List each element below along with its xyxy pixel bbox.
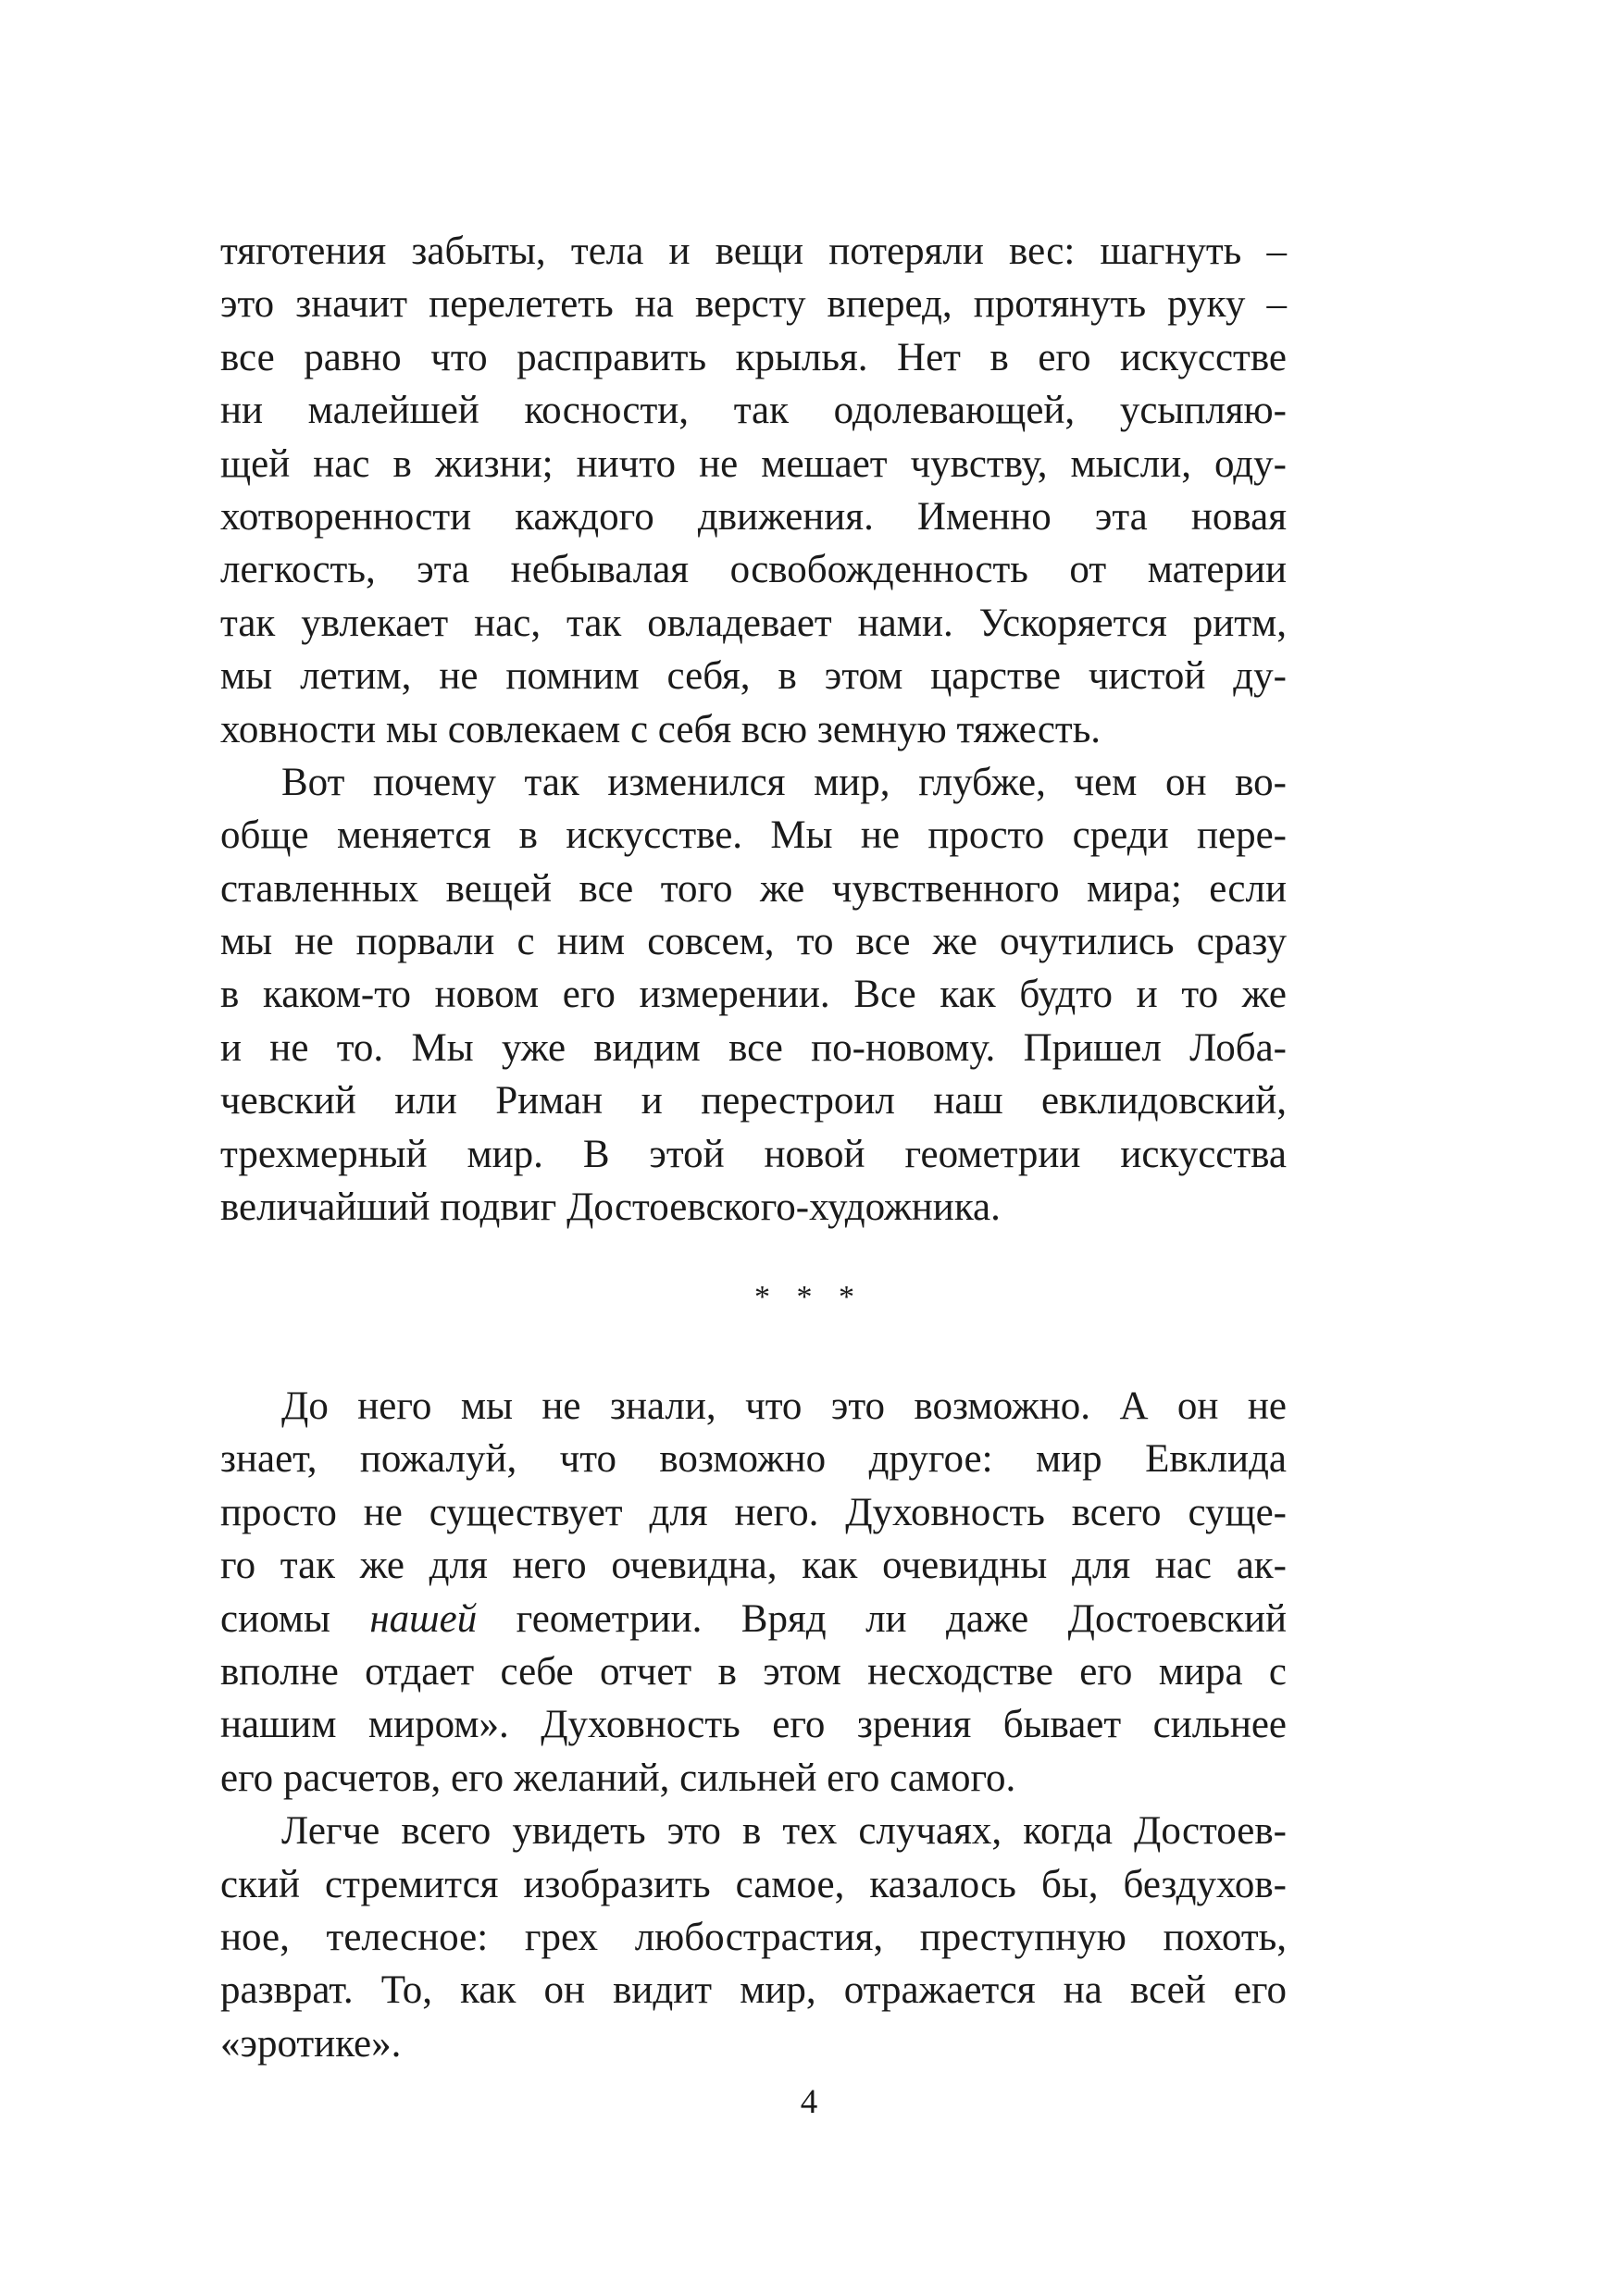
text-line: его расчетов, его желаний, сильней его самого. — [220, 1756, 1016, 1800]
text-line: знает, пожалуй, что возможно другое: мир Евклида — [220, 1437, 1287, 1482]
text-line: ни малейшей косности, так одолевающей, усыпляю- — [220, 389, 1287, 433]
text-section-bottom — [220, 1380, 1287, 2070]
paragraph — [220, 1805, 1287, 2070]
text-line: ховности мы совлекаем с себя всю земную тяжесть. — [220, 707, 1101, 751]
text-line: так увлекает нас, так овладевает нами. Ускоряется ритм, — [220, 601, 1287, 645]
page-number: 4 — [800, 2083, 818, 2121]
section-separator: * * * — [754, 1280, 864, 1314]
text-line: мы не порвали с ним совсем, то все же очутились сразу — [220, 920, 1287, 964]
text-line: ное, телесное: грех любострастия, преступную похоть, — [220, 1915, 1287, 1959]
text-line: мы летим, не помним себя, в этом царстве чистой ду- — [220, 654, 1287, 699]
text-line: просто не существует для него. Духовность всего суще- — [220, 1490, 1287, 1534]
text-line: Легче всего увидеть это в тех случаях, когда Достоев- — [281, 1809, 1287, 1854]
text-line: ставленных вещей все того же чувственного мира; если — [220, 866, 1287, 911]
text-line: все равно что расправить крылья. Нет в его искусстве — [220, 335, 1287, 379]
text-line: и не то. Мы уже видим все по-новому. Пришел Лоба- — [220, 1025, 1287, 1070]
text-line: «эротике». — [220, 2021, 402, 2066]
emphasized-word: нашей — [369, 1596, 478, 1641]
text-line: нашим миром». Духовность его зрения бывает сильнее — [220, 1703, 1287, 1747]
text-line: щей нас в жизни; ничто не мешает чувству, мысли, оду- — [220, 441, 1287, 486]
text-line: чевский или Риман и перестроил наш евклидовский, — [220, 1079, 1287, 1123]
text-line: обще меняется в искусстве. Мы не просто среди пере- — [220, 813, 1287, 858]
text-line: тяготения забыты, тела и вещи потеряли вес: шагнуть – — [220, 230, 1287, 273]
text-section-top — [220, 225, 1287, 1234]
text-line: ский стремится изобразить самое, казалось бы, бездухов- — [220, 1862, 1287, 1906]
text-line: хотворенности каждого движения. Именно эта новая — [220, 494, 1287, 539]
text-line: легкость, эта небывалая освобожденность от материи — [220, 548, 1287, 592]
text-line: го так же для него очевидна, как очевидны для нас ак- — [220, 1544, 1287, 1588]
paragraph — [220, 756, 1287, 1235]
paragraph — [220, 1380, 1287, 1805]
paragraph — [220, 225, 1287, 756]
text-line: До него мы не знали, что это возможно. А он не — [281, 1384, 1287, 1428]
text-line: величайший подвиг Достоевского-художника. — [220, 1185, 1001, 1230]
text-line: в каком-то новом его измерении. Все как будто и то же — [220, 973, 1287, 1017]
text-line: Вот почему так изменился мир, глубже, чем он во- — [281, 760, 1287, 804]
text-line: трехмерный мир. В этой новой геометрии искусства — [220, 1132, 1287, 1176]
text-line: разврат. То, как он видит мир, отражается на всей его — [220, 1968, 1287, 2013]
text-line: сиомы нашей геометрии. Вряд ли даже Достоевский — [220, 1596, 1287, 1641]
text-line: вполне отдает себе отчет в этом несходстве его мира с — [220, 1649, 1287, 1694]
text-line: это значит перелететь на версту вперед, протянуть руку – — [220, 282, 1287, 327]
